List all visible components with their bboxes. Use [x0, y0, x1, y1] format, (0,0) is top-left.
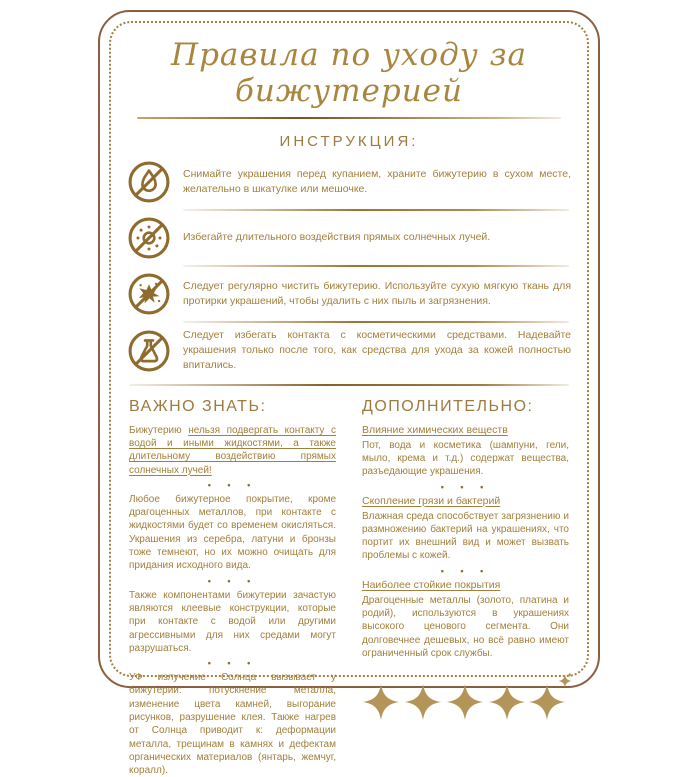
info-columns	[121, 390, 577, 777]
instructions-heading: ИНСТРУКЦИЯ:	[279, 133, 419, 150]
important-paragraph: Любое бижутерное покрытие, кроме драгоценных металлов, при контакте с жидкостями будет со временем окисляться. Украшения из серебра, латуни и бронзы тоже темнеют, но их можно очищать для придания исходного вида.	[129, 493, 336, 572]
dots-separator: • • •	[207, 575, 258, 586]
additional-subheading: Скопление грязи и бактерий	[362, 494, 501, 507]
additional-subheading: Влияние химических веществ	[362, 423, 508, 436]
instruction-item	[127, 324, 571, 378]
no-sun-icon	[127, 216, 171, 260]
dots-separator: • • •	[207, 658, 258, 669]
section-divider	[129, 384, 569, 386]
instruction-divider	[183, 321, 569, 323]
no-cosmetics-icon	[127, 329, 171, 373]
instruction-item	[127, 212, 571, 264]
sparkle-stars	[362, 672, 569, 729]
dots-separator: • • •	[440, 565, 491, 576]
additional-heading: ДОПОЛНИТЕЛЬНО:	[362, 397, 534, 415]
important-intro	[129, 424, 336, 477]
additional-column	[362, 390, 569, 777]
important-intro-plain: Бижутерию	[129, 424, 189, 436]
important-paragraph: Также компонентами бижутерии зачастую являются клеевые конструкции, которые при контакте с водой или другими агрессивными для них средами могут разрушаться.	[129, 589, 336, 654]
important-heading: ВАЖНО ЗНАТЬ:	[129, 397, 267, 415]
title-divider	[137, 117, 561, 119]
instruction-text: Избегайте длительного воздействия прямых солнечных лучей.	[183, 231, 491, 244]
instruction-text: Следует избегать контакта с косметическими средствами. Надевайте украшения только после того, как средства для ухода за кожей полностью впитались.	[183, 329, 571, 372]
care-rules-card	[98, 10, 600, 777]
instruction-item	[127, 156, 571, 208]
additional-text: Пот, вода и косметика (шампуни, гели, мыло, крема и т.д.) содержат вещества, разъедающие украшения.	[362, 439, 569, 478]
instructions-list	[121, 156, 577, 378]
card-inner-dotted-border	[109, 21, 589, 777]
important-intro-underlined: нельзя подвергать контакту с водой и иными жидкостями, а также длительному воздействию прямых солнечных лучей!	[129, 424, 337, 476]
additional-text: Драгоценные металлы (золото, платина и родий), используются в украшениях высокого ценового сегмента. Они долговечнее дешевых, но всё равно имеют ограниченный срок службы.	[362, 594, 569, 659]
sparkle-stars-icon	[362, 672, 574, 724]
no-dirt-icon	[127, 272, 171, 316]
instruction-divider	[183, 265, 569, 267]
instruction-text: Следует регулярно чистить бижутерию. Используйте сухую мягкую ткань для протирки украшений, чтобы удалить с них пыль и загрязнения.	[183, 279, 571, 307]
page-title: Правила по уходу за бижутерией	[171, 37, 527, 109]
no-water-icon	[127, 160, 171, 204]
instruction-item	[127, 268, 571, 320]
additional-subheading: Наиболее стойкие покрытия	[362, 578, 501, 591]
important-column	[129, 390, 336, 777]
important-paragraph: УФ излучение Солнца вызывает у бижутерии: потускнение металла, изменение цвета камней, выгорание рисунков, разрушение клея. Также нагрев от Солнца приводит к: деформации металла, трещинам в камнях и дефектам органических материалов (янтарь, жемчуг, коралл).	[129, 672, 336, 777]
instruction-divider	[183, 209, 569, 211]
dots-separator: • • •	[207, 479, 258, 490]
instruction-text: Снимайте украшения перед купанием, храните бижутерию в сухом месте, желательно в шкатулке или мешочке.	[183, 167, 571, 195]
dots-separator: • • •	[440, 481, 491, 492]
additional-text: Влажная среда способствует загрязнению и размножению бактерий на украшениях, что портит их внешний вид и может вызвать проблемы с кожей.	[362, 510, 569, 562]
